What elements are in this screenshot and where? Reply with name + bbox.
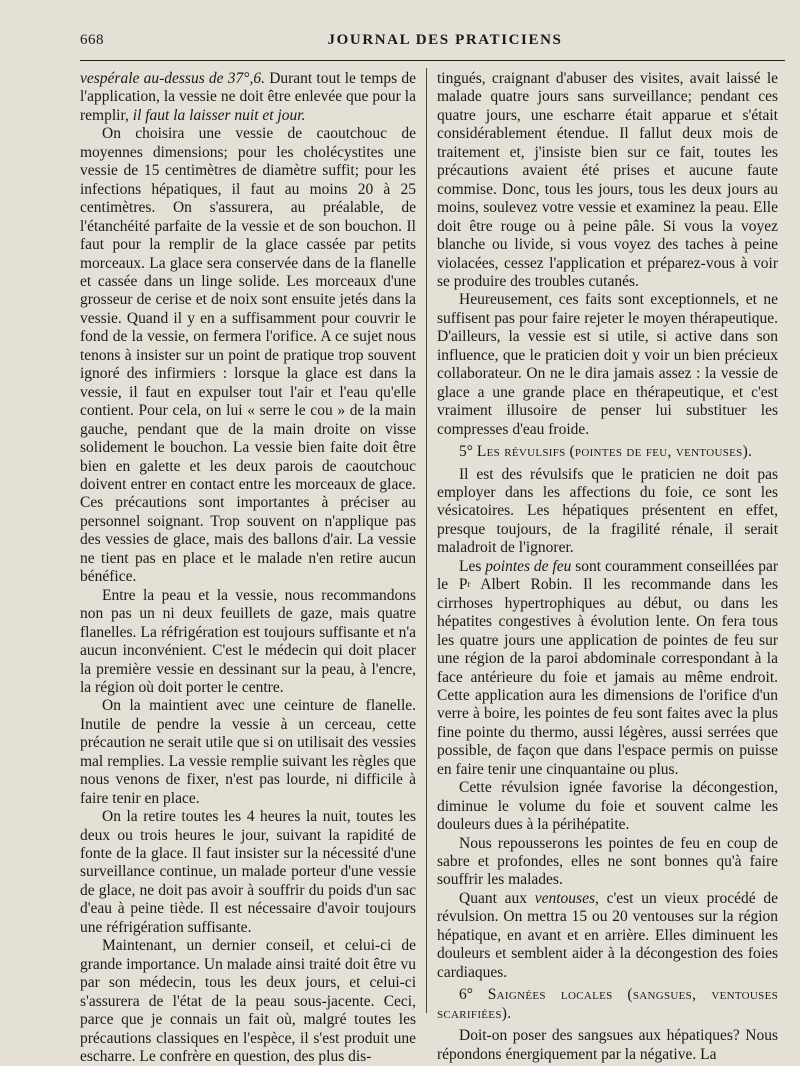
paragraph-text: Quant aux: [459, 889, 535, 907]
section-subtitle: (pointes de feu, ventouses).: [569, 443, 753, 461]
section-number: 6°: [459, 986, 473, 1004]
italic-text: il faut la laisser nuit et jour.: [132, 106, 306, 124]
left-column: [80, 70, 416, 1066]
superscript: r: [467, 579, 471, 590]
paragraph: Doit-on poser des sangsues aux hépatiques? Nous répondons énergiquement par la négative. La: [437, 1027, 778, 1063]
page-number: 668: [80, 32, 104, 48]
italic-text: vespérale au-dessus de 37°,6.: [80, 70, 265, 87]
paragraph: [437, 890, 778, 982]
section-title: Les révulsifs: [476, 443, 566, 461]
italic-text: pointes de feu: [485, 557, 572, 575]
column-divider: [426, 68, 427, 1013]
paragraph-text: sont couramment conseillées par le P: [437, 557, 778, 594]
paragraph: Il est des révulsifs que le praticien ne doit pas employer dans les affections du foie, ce sont les vésicatoires. Les hépatiques présentent en effet, presque toujours, de la fragilité rénale, il serait maladroit de l'ignorer.: [437, 465, 778, 557]
paragraph: Entre la peau et la vessie, nous recommandons non pas un ni deux feuillets de gaze, mais quatre flanelles. La réfrigération est toujours suffisante et n'a aucun inconvénient. C'est le médecin qui doit placer la première vessie en dessinant sur la peau, à l'encre, la région où doit porter le centre.: [80, 586, 416, 696]
section-heading: [437, 443, 778, 461]
paragraph: On choisira une vessie de caoutchouc de moyennes dimensions; pour les cholécystites une vessie de 15 centimètres de diamètre suffit; pour les infections hépatiques, il faut au moins 20 à 25 centimètres. On s'assurera, au préalable, de l'étanchéité parfaite de la vessie et de son bouchon. Il faut pour la remplir de la glace cassée par petits morceaux. La glace sera conservée dans de la flanelle et cassée dans un linge solide. Les morceaux d'une grosseur de cerise et de noix sont ensuite jetés dans la vessie. Quand il y en a suffisamment pour couvrir le fond de la vessie, on fermera l'orifice. A ce sujet nous tenons à insister sur un point de pratique trop souvent ignoré des infirmiers : lorsque la glace est dans la vessie, il faut en expulser tout l'air et l'eau qu'elle contient. Pour cela, on lui « serre le cou » de la main gauche, pendant que de la main droite on visse solidement le bouchon. La vessie bien faite doit être bien en galette et les deux parois de caoutchouc doivent entrer en contact entre les morceaux de glace. Ces précautions sont importantes à préciser au personnel soignant. Trop souvent on n'applique pas des vessies de glace, mais des ballons d'air. La vessie ne tient pas en place et le malade n'en retire aucun bénéfice.: [80, 125, 416, 586]
paragraph: Cette révulsion ignée favorise la décongestion, diminue le volume du foie et souvent calme les douleurs dues à la périhépatite.: [437, 779, 778, 834]
paragraph: On la retire toutes les 4 heures la nuit, toutes les deux ou trois heures le jour, suivant la rapidité de fonte de la glace. Il faut insister sur la nécessité d'une surveillance continue, un malade porteur d'une vessie de glace, ne doit pas avoir à souffrir du poids d'un sac d'eau à peine tiède. Il est nécessaire d'avoir toujours une réfrigération suffisante.: [80, 808, 416, 936]
paragraph: tingués, craignant d'abuser des visites, avait laissé le malade quatre jours sans surveillance; pendant ces quatre jours, une escharre était apparue et s'était considérablement étendue. Il fallut deux mois de traitement et, j'insiste bien sur ce fait, toutes les précautions avaient été prises et aucune faute commise. Donc, tous les jours, tous les deux jours au moins, soulevez votre vessie et examinez la peau. Elle doit être rouge ou à peine pâle. Si vous la voyez blanche ou livide, si vous voyez des taches à peine violacées, cessez l'application et préparez-vous à voir se produire des troubles cutanés.: [437, 70, 778, 290]
paragraph: [437, 558, 778, 779]
section-title: Saignées locales: [487, 986, 613, 1004]
paragraph: On la maintient avec une ceinture de flanelle. Inutile de pendre la vessie à un cerceau, cette précaution ne serait utile que si on utilisait des vessies mal remplies. La vessie remplie suivant les règles que nous venons de fixer, n'est pas lourde, ni difficile à faire tenir en place.: [80, 697, 416, 807]
paragraph: [80, 70, 416, 125]
section-heading: [437, 986, 778, 1023]
section-subtitle: (sangsues, ventouses scarifiées).: [437, 986, 779, 1022]
section-number: 5°: [459, 443, 473, 461]
right-column: [437, 70, 778, 1064]
paragraph-text: Les: [459, 557, 486, 575]
paragraph: Heureusement, ces faits sont exceptionnels, et ne suffisent pas pour faire rejeter le moyen thérapeutique. D'ailleurs, la vessie est si utile, si active dans son influence, que le praticien doit y voir un bien précieux collaborateur. On ne le dira jamais assez : la vessie de glace a une grande place en thérapeutique, et c'est vraiment illusoire de penser lui substituer les compresses d'eau froide.: [437, 291, 778, 438]
running-title: JOURNAL DES PRATICIENS: [327, 32, 563, 48]
paragraph-text: Durant tout le temps de l'application, la vessie ne doit être enlevée que pour la remplir,: [80, 70, 417, 124]
italic-text: ventouses: [534, 889, 595, 907]
paragraph: Nous repousserons les pointes de feu en coup de sabre et profondes, elles ne sont bonnes qu'à faire souffrir les malades.: [437, 834, 778, 889]
header-rule: [80, 60, 785, 61]
paragraph: Maintenant, un dernier conseil, et celui-ci de grande importance. Un malade ainsi traité doit être vu par son médecin, tous les deux jours, et celui-ci s'assurera de l'état de la peau sous-jacente. Ceci, parce que je connais un fait où, malgré toutes les précautions classiques en l'espèce, il s'est produit une escharre. Le confrère en question, des plus dis-: [80, 937, 416, 1066]
page-header: [80, 30, 770, 56]
paragraph-text: Albert Robin. Il les recommande dans les cirrhoses hypertrophiques au début, ou dans les hépatites congestives à évolution lente. On fera tous les quatre jours une application de pointes de feu sur une région de la paroi abdominale correspondant à la face antérieure du foie et jamais au même endroit. Cette application aura les dimensions de l'orifice d'un verre à boire, les pointes de feu sont faites avec la plus fine pointe du thermo, aussi légères, aussi serrées que possible, de façon que dans l'espace permis on puisse en faire tenir une cinquantaine ou plus.: [437, 576, 779, 778]
paragraph-text: , c'est un vieux procédé de révulsion. On mettra 15 ou 20 ventouses sur la région hépatique, en avant et en arrière. Elles diminuent les douleurs et semblent aider à la décongestion des foies cardiaques.: [437, 889, 778, 981]
